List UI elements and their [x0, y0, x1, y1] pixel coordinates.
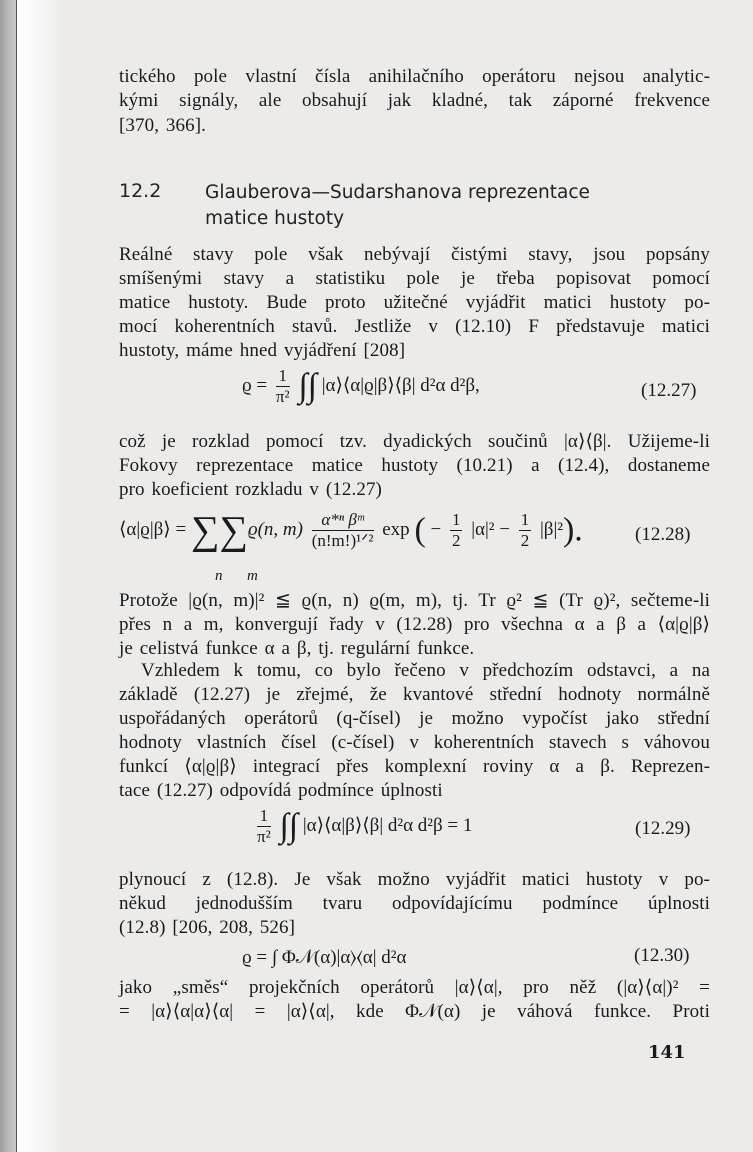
- eq-fraction: [257, 806, 271, 847]
- intro-line-3: [370, 366].: [119, 115, 207, 136]
- frac-denominator: π²: [257, 827, 271, 846]
- paren-open: (: [414, 511, 426, 549]
- p6-line-2: = |α⟩⟨α|α⟩⟨α| = |α⟩⟨α|, kde Φ𝒩(α) je váhová funkce. Proti: [119, 1001, 710, 1022]
- p5-line-1: plynoucí z (12.8). Je však možno vyjádřit matici hustoty v po-: [119, 869, 710, 890]
- section-title-line-2: matice hustoty: [205, 208, 345, 229]
- equation-12-28: [119, 507, 583, 553]
- frac-numerator: 1: [257, 806, 271, 827]
- p2-line-2: Fokovy reprezentace matice hustoty (10.21) a (12.4), dostaneme: [119, 455, 710, 476]
- p3-line-1: Protože |ϱ(n, m)|² ≦ ϱ(n, n) ϱ(m, m), tj. Tr ϱ² ≦ (Tr ϱ)², sečteme-li: [119, 590, 710, 611]
- sum-index-n: n: [215, 568, 223, 584]
- frac-numerator: 1: [520, 510, 530, 529]
- equation-label-12-27: (12.27): [641, 380, 697, 401]
- p6-line-1: jako „směs“ projekčních operátorů |α⟩⟨α|, pro něž (|α⟩⟨α|)² =: [119, 977, 710, 998]
- frac-numerator: 1: [276, 366, 290, 387]
- frac-denominator: (n!m!)¹ᐟ²: [311, 531, 374, 550]
- intro-line-1: tického pole vlastní čísla anihilačního operátoru nejsou analytic-: [119, 66, 710, 87]
- p4-line-1: Vzhledem k tomu, co bylo řečeno v předchozím odstavci, a na: [141, 660, 710, 681]
- section-title: [205, 180, 625, 232]
- equation-12-29: [253, 806, 472, 847]
- equation-label-12-30: (12.30): [634, 945, 690, 966]
- abs-alpha: |α|² −: [471, 518, 510, 540]
- section-title-line-1: Glauberova—Sudarshanova reprezentace: [205, 182, 590, 203]
- sum-index-m: m: [247, 568, 258, 584]
- frac-numerator: 1: [451, 510, 461, 529]
- p1-line-1: Reálné stavy pole však nebývají čistými stavy, jsou popsány: [119, 244, 710, 265]
- p1-line-2: smíšenými stavy a statistiku pole je třeba popisovat pomocí: [119, 268, 710, 289]
- eq-body: |α⟩⟨α|ϱ|β⟩⟨β| d²α d²β,: [321, 374, 480, 396]
- frac-numerator: α*ⁿ βᵐ: [312, 510, 374, 531]
- frac-denominator: 2: [520, 531, 530, 550]
- half-fraction-2: [519, 510, 532, 551]
- p4-line-5: funkcí ⟨α|ϱ|β⟩ integrací přes komplexní roviny α a β. Reprezen-: [119, 756, 710, 777]
- eq-lhs: ⟨α|ϱ|β⟩ =: [119, 518, 187, 540]
- page-number: 141: [648, 1042, 686, 1063]
- p3-line-2: přes n a m, konvergují řady v (12.28) pro všechna α a β a ⟨α|ϱ|β⟩: [119, 614, 710, 635]
- p4-line-3: uspořádaných operátorů (q-čísel) je možno vypočíst jako střední: [119, 708, 710, 729]
- paren-close: ).: [562, 511, 583, 549]
- double-integral-icon: ∫∫: [279, 807, 299, 845]
- eq-fraction: [312, 510, 374, 551]
- p5-line-3: (12.8) [206, 208, 526]: [119, 917, 296, 938]
- eq-lhs: ϱ =: [242, 374, 268, 396]
- p4-line-4: hodnoty vlastních čísel (c-čísel) v koherentních stavech s váhovou: [119, 732, 710, 753]
- equation-12-30: ϱ = ∫ Φ𝒩(α)|α⟩⟨α| d²α: [242, 947, 407, 968]
- p5-line-2: někud jednodušším tvaru odpovídajícímu podmínce úplnosti: [119, 893, 710, 914]
- p2-line-3: pro koeficient rozkladu v (12.27): [119, 479, 382, 500]
- double-integral-icon: ∫∫: [298, 367, 317, 405]
- exp-function: exp: [382, 518, 410, 540]
- double-sum-icon: ∑∑: [190, 507, 248, 553]
- equation-label-12-28: (12.28): [635, 524, 691, 545]
- eq-fraction: [276, 366, 290, 407]
- minus-sign: −: [430, 518, 442, 540]
- equation-12-27: [242, 366, 480, 407]
- p4-line-6: tace (12.27) odpovídá podmínce úplnosti: [119, 780, 443, 801]
- intro-line-2: kými signály, ale obsahují jak kladné, tak záporné frekvence: [119, 90, 710, 111]
- frac-denominator: π²: [275, 387, 290, 406]
- eq-body: |α⟩⟨α|β⟩⟨β| d²α d²β = 1: [302, 814, 473, 836]
- abs-beta: |β|²: [539, 518, 563, 540]
- eq-coefficient: ϱ(n, m): [247, 518, 303, 540]
- p1-line-3: matice hustoty. Bude proto užitečné vyjádřit matici hustoty po-: [119, 292, 710, 313]
- p1-line-4: mocí koherentních stavů. Jestliže v (12.10) F představuje matici: [119, 316, 710, 337]
- p2-line-1: což je rozklad pomocí tzv. dyadických součinů |α⟩⟨β|. Užijeme-li: [119, 431, 710, 452]
- frac-denominator: 2: [451, 531, 461, 550]
- equation-label-12-29: (12.29): [635, 818, 691, 839]
- section-number: 12.2: [119, 180, 162, 202]
- p1-line-5: hustoty, máme hned vyjádření [208]: [119, 340, 406, 361]
- p4-line-2: základě (12.27) je zřejmé, že kvantové střední hodnoty normálně: [119, 684, 710, 705]
- p3-line-3: je celistvá funkce α a β, tj. regulární funkce.: [119, 638, 475, 659]
- half-fraction-1: [450, 510, 463, 551]
